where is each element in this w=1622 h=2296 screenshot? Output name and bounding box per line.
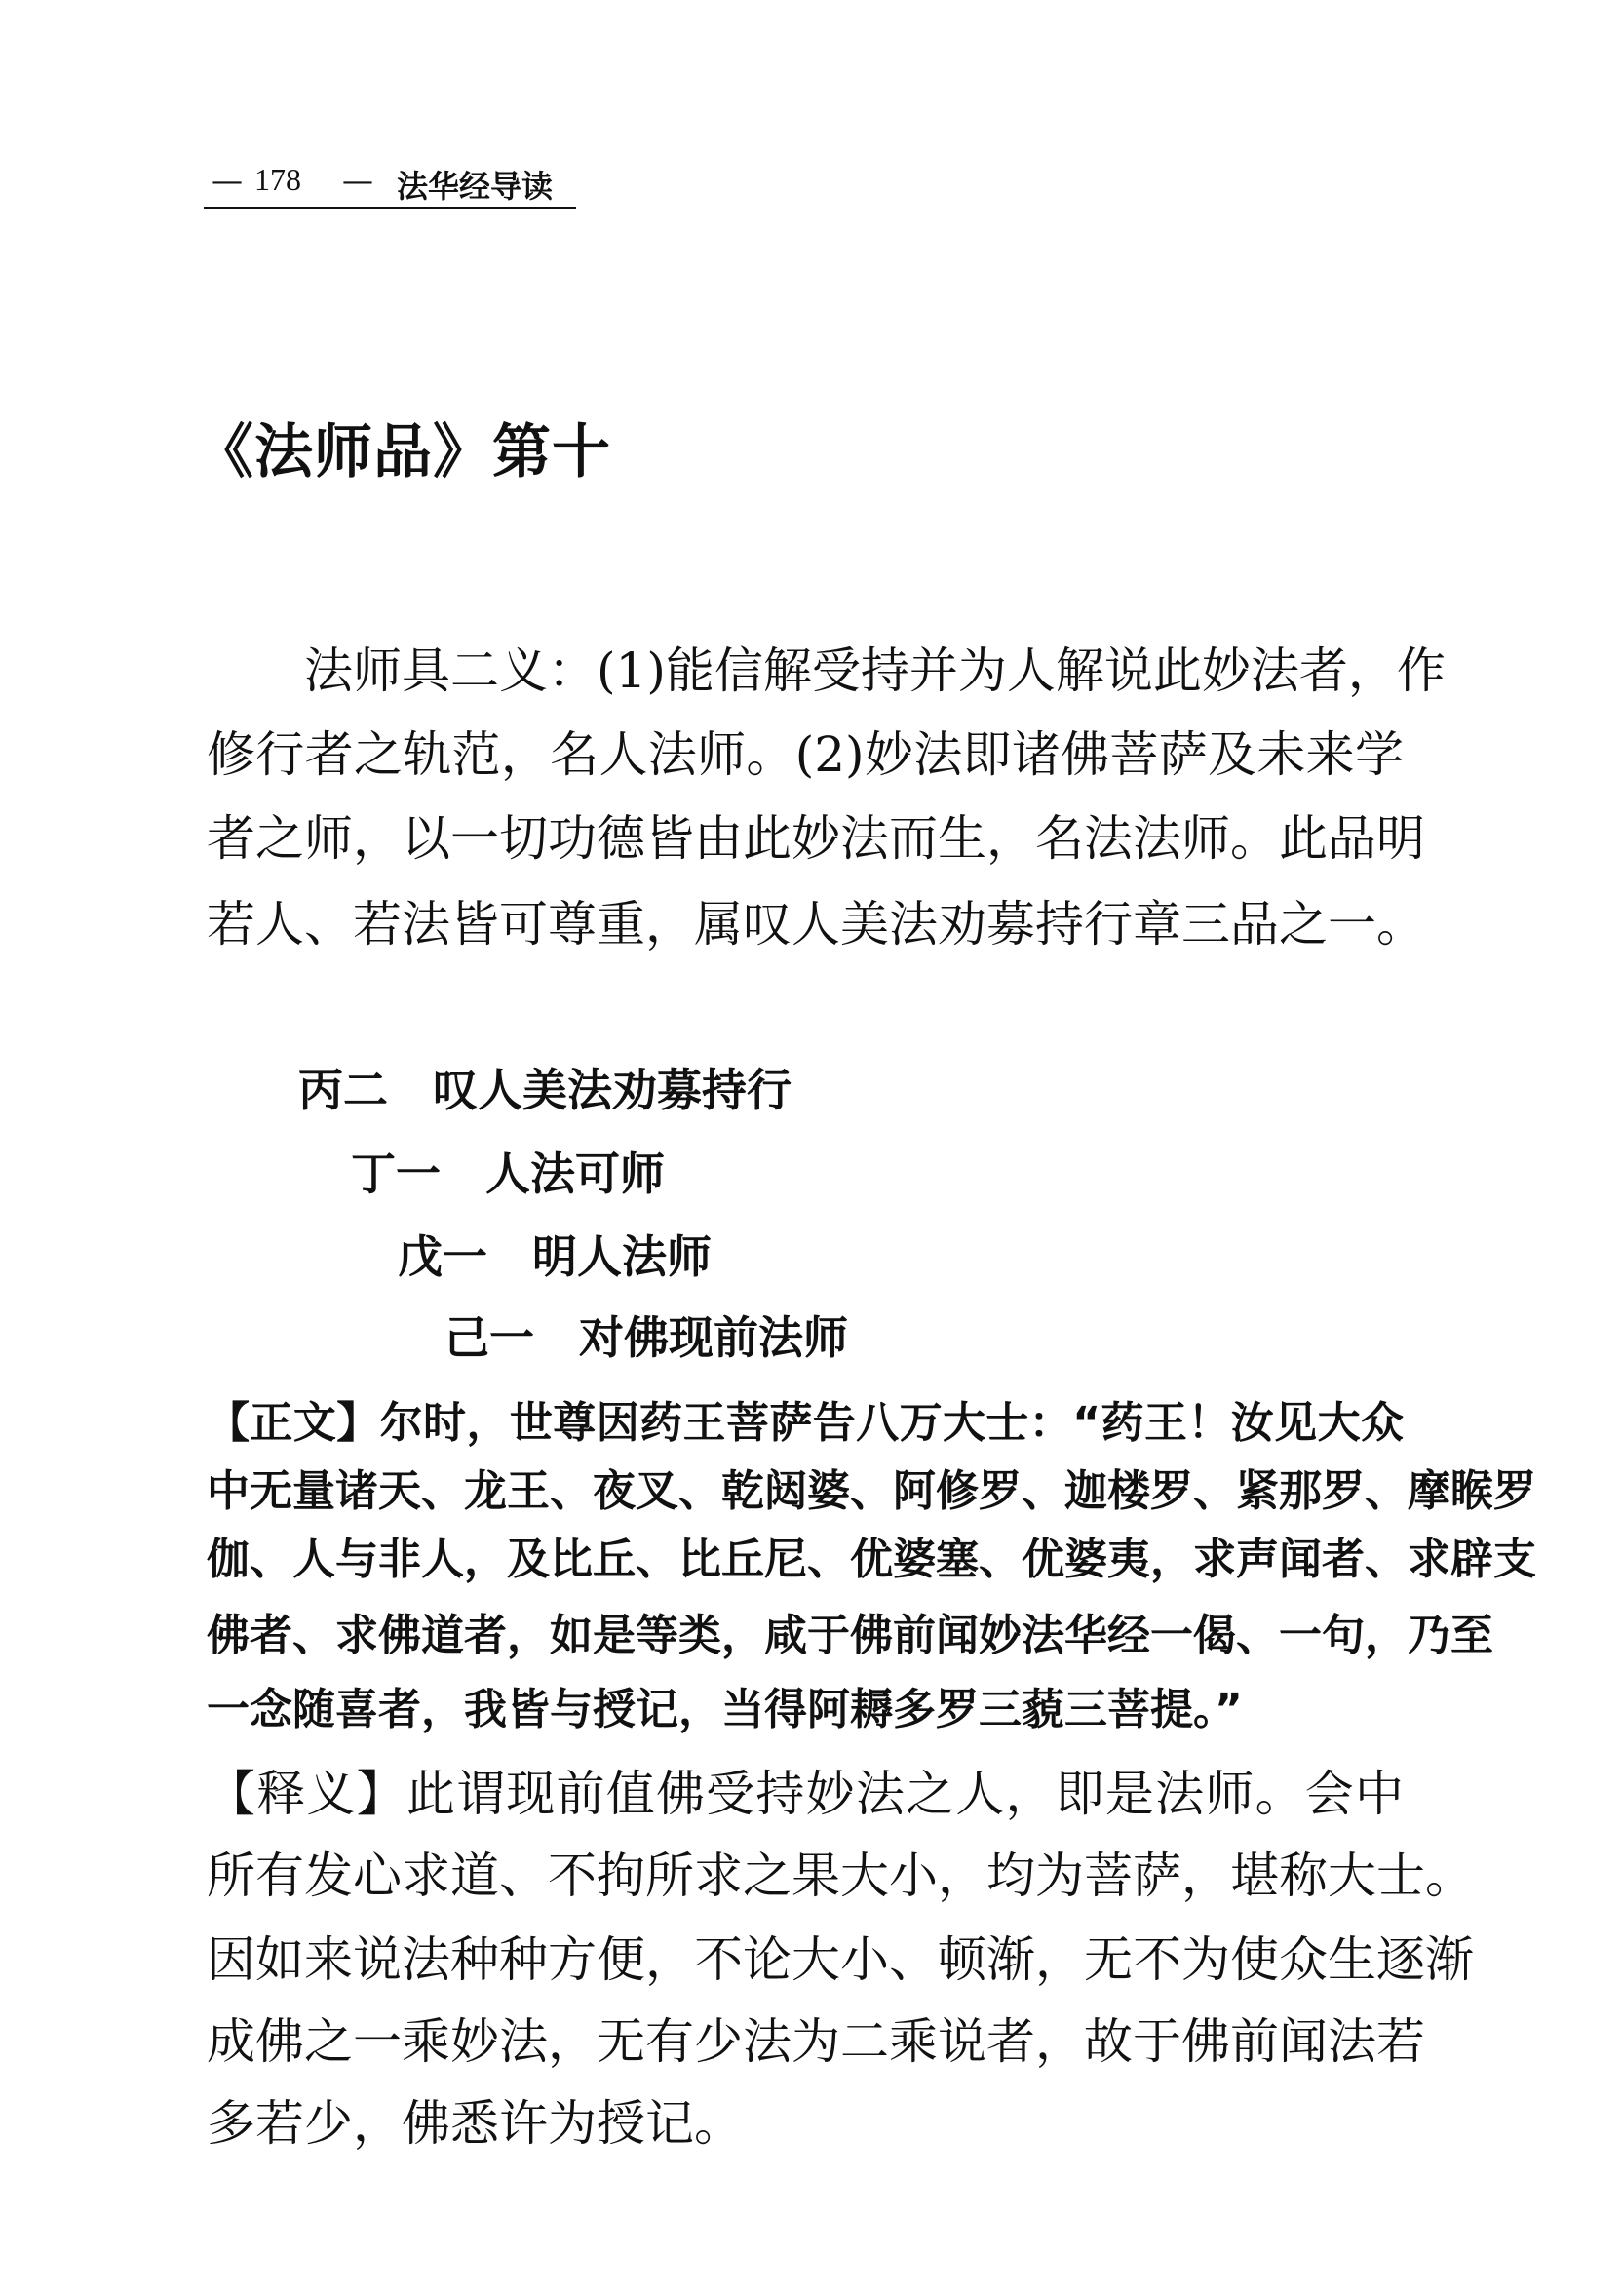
explanation-text-line: 成佛之一乘妙法，无有少法为二乘说者，故于佛前闻法若 [207,2013,1425,2070]
chapter-title: 《法师品》第十 [195,418,611,486]
explanation-text-line: 因如来说法种种方便，不论大小、顿渐，无不为使众生逐渐 [207,1931,1474,1988]
scripture-text-line: 中无量诸天、龙王、夜叉、乾闼婆、阿修罗、迦楼罗、紧那罗、摩睺罗 [207,1466,1536,1516]
page-number: 178 [254,162,301,197]
explanation-text-line: 多若少，佛悉许为授记。 [207,2095,743,2152]
book-title: 法华经导读 [397,168,554,205]
intro-paragraph-line: 法师具二义：(1)能信解受持并为人解说此妙法者，作 [304,642,1446,699]
running-header [204,156,576,209]
header-dash: — [342,162,373,199]
explanation-text-line: 【释义】此谓现前值佛受持妙法之人，即是法师。会中 [207,1766,1404,1822]
intro-paragraph-line: 者之师，以一切功德皆由此妙法而生，名法法师。此品明 [207,810,1425,867]
section-heading: 丁一 人法可师 [351,1148,665,1200]
section-heading: 丙二 叹人美法劝募持行 [298,1064,792,1116]
scripture-text-line: 伽、人与非人，及比丘、比丘尼、优婆塞、优婆夷，求声闻者、求辟支 [207,1535,1536,1584]
header-dash: — [212,162,243,199]
scripture-text-line: 一念随喜者，我皆与授记，当得阿耨多罗三藐三菩提。” [207,1685,1243,1734]
explanation-text-line: 所有发心求道、不拘所求之果大小，均为菩萨，堪称大士。 [207,1848,1474,1904]
scripture-text-line: 佛者、求佛道者，如是等类，咸于佛前闻妙法华经一偈、一句，乃至 [207,1611,1493,1660]
scripture-text-line: 【正文】尔时，世尊因药王菩萨告八万大士：“药王！汝见大众 [207,1398,1404,1448]
intro-paragraph-line: 修行者之轨范，名人法师。(2)妙法即诸佛菩萨及未来学 [207,726,1404,783]
section-heading: 己一 对佛现前法师 [444,1311,848,1364]
intro-paragraph-line: 若人、若法皆可尊重，属叹人美法劝募持行章三品之一。 [207,896,1425,953]
section-heading: 戊一 明人法师 [398,1230,712,1283]
